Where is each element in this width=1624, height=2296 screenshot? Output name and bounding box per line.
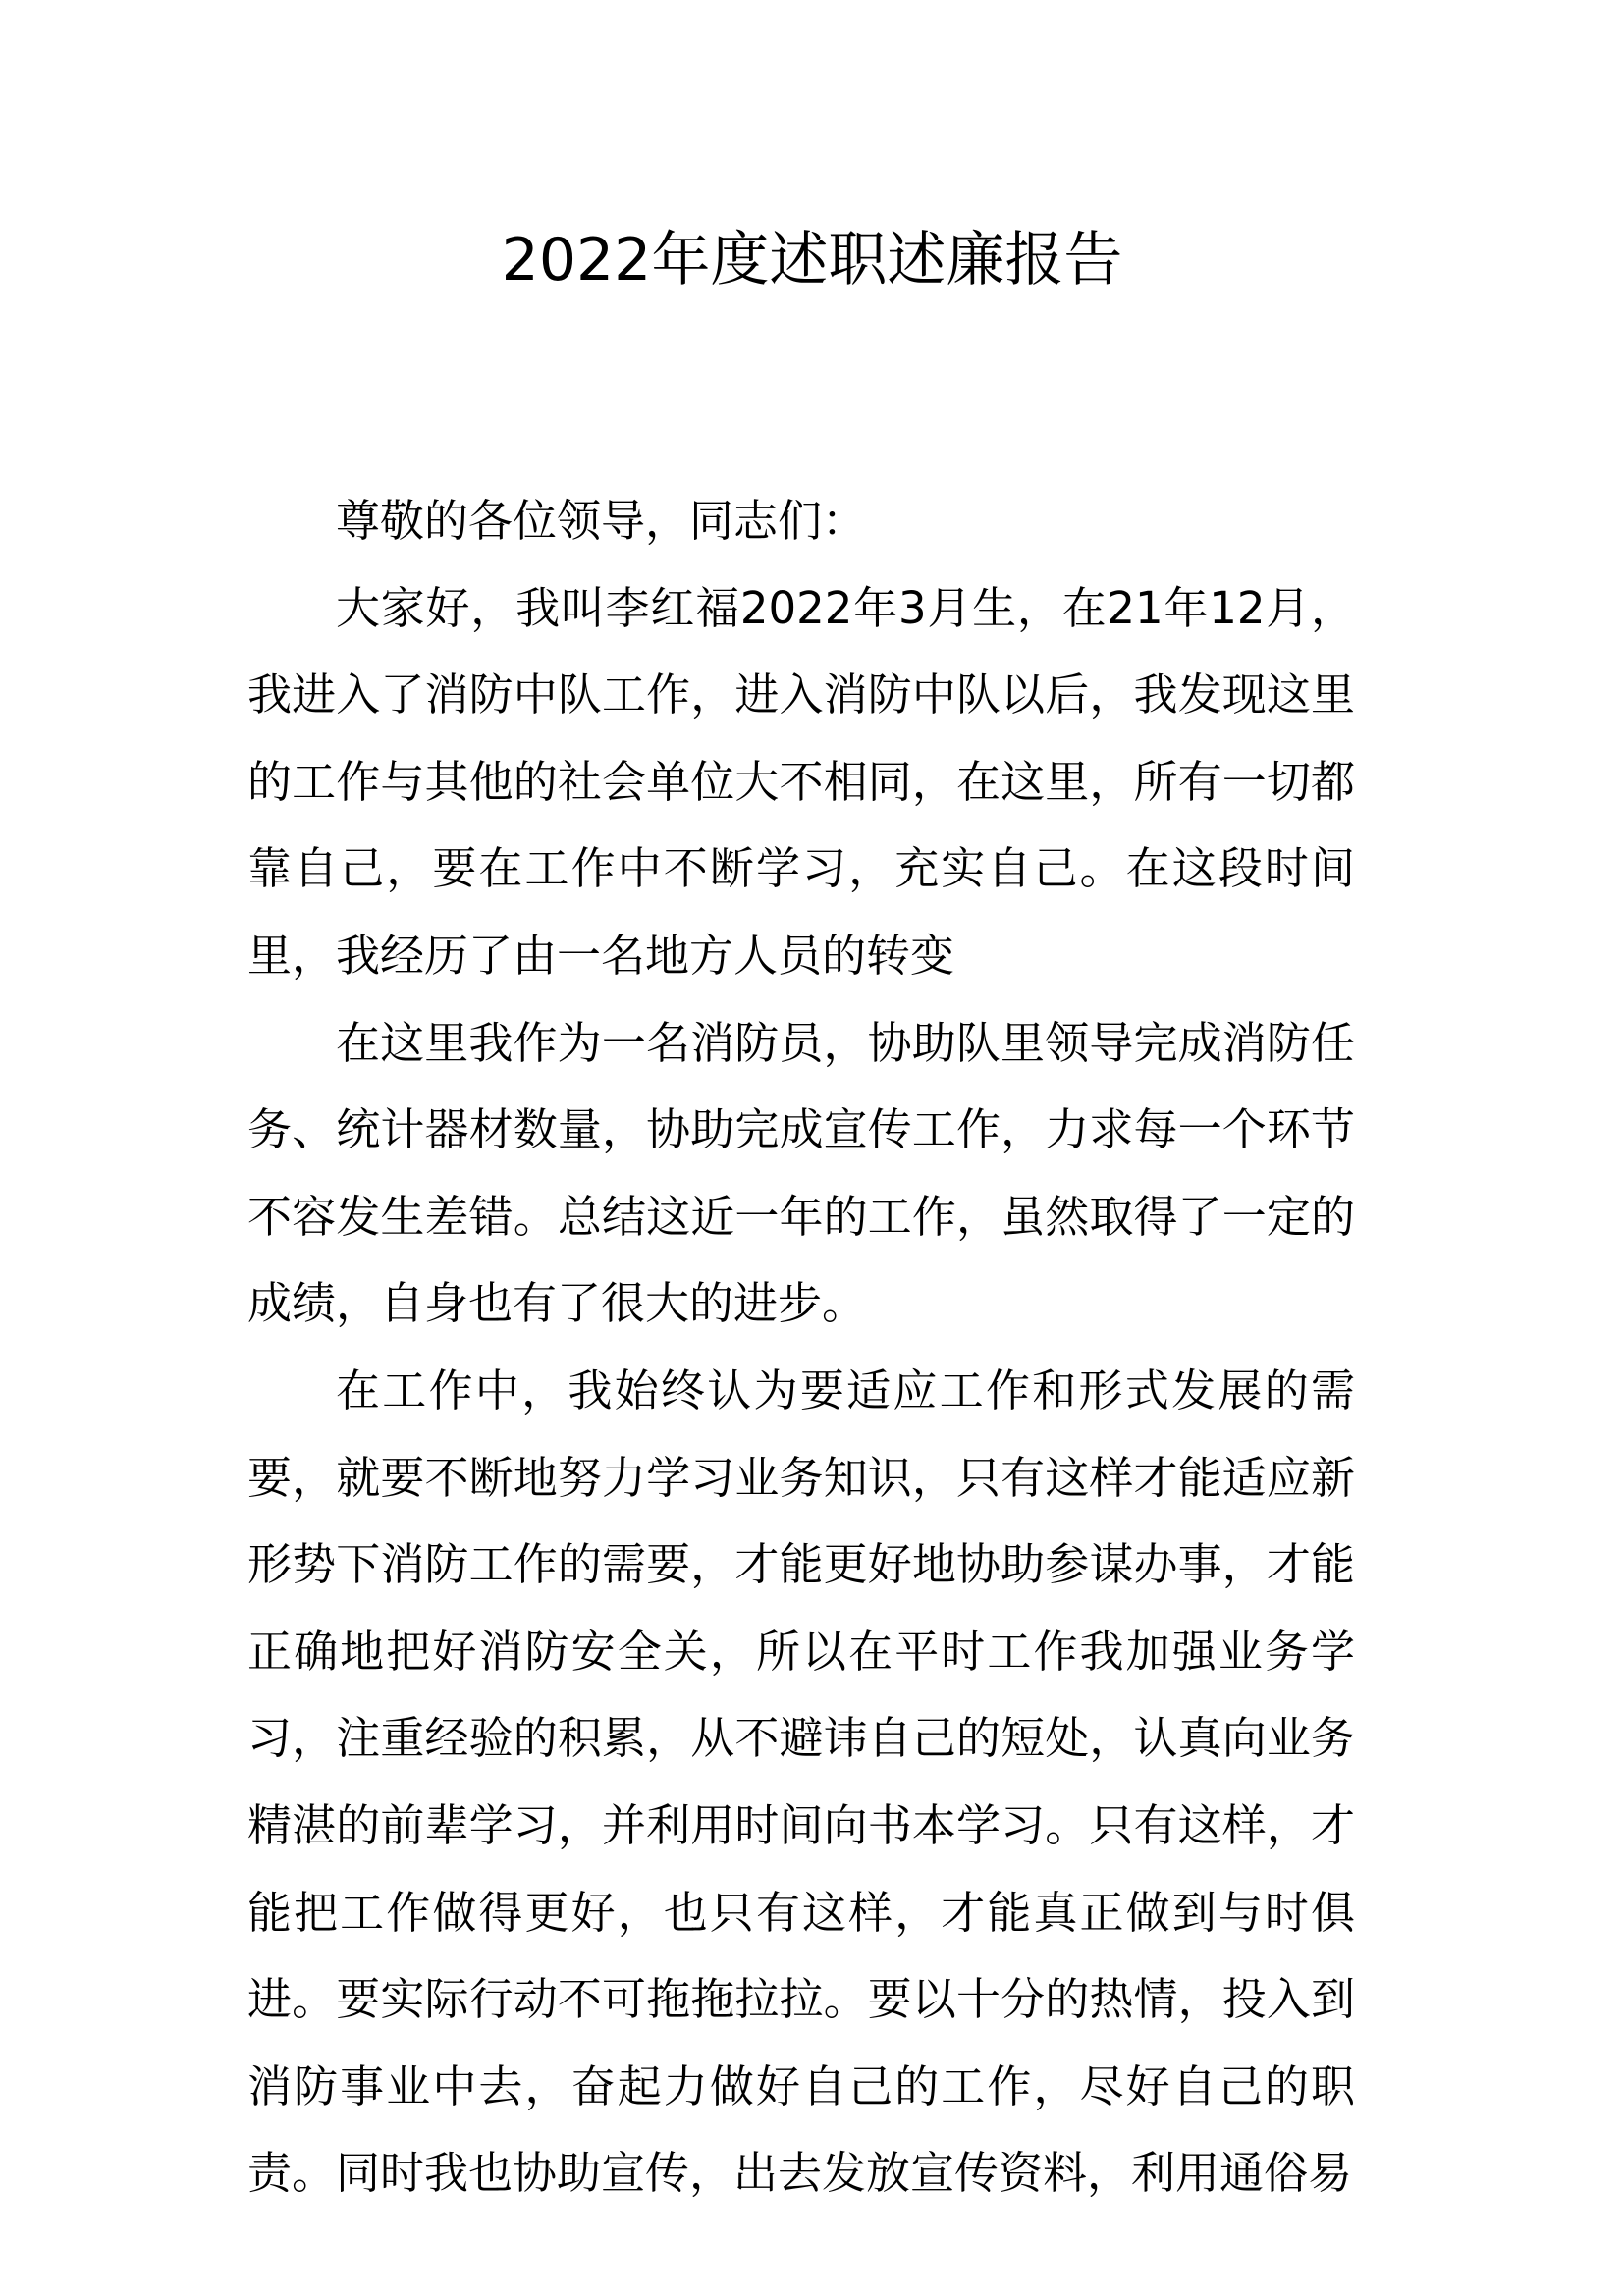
document-body bbox=[247, 478, 1355, 2217]
document-title: 2022年度述职述廉报告 bbox=[501, 226, 1123, 294]
body-paragraph-2: 在这里我作为一名消防员，协助队里领导完成消防任务、统计器材数量，协助完成宣传工作，力求每一个环节不容发生差错。总结这近一年的工作，虽然取得了一定的成绩，自身也有了很大的进步。 bbox=[247, 1016, 1355, 1330]
body-paragraph-1: 大家好，我叫李红福2022年3月生，在21年12月，我进入了消防中队工作，进入消防中队以后，我发现这里的工作与其他的社会单位大不相同，在这里，所有一切都靠自己，要在工作中不断学习，充实自己。在这段时间里，我经历了由一名地方人员的转变 bbox=[247, 581, 1355, 982]
body-paragraph-3: 在工作中，我始终认为要适应工作和形式发展的需要，就要不断地努力学习业务知识，只有这样才能适应新形势下消防工作的需要，才能更好地协助参谋办事，才能正确地把好消防安全关，所以在平时工作我加强业务学习，注重经验的积累，从不避讳自己的短处，认真向业务精湛的前辈学习，并利用时间向书本学习。只有这样，才能把工作做得更好，也只有这样，才能真正做到与时俱进。要实际行动不可拖拖拉拉。要以十分的热情，投入到消防事业中去，奋起力做好自己的工作，尽好自己的职责。同时我也协助宣传，出去发放宣传资料，利用通俗易 bbox=[247, 1363, 1355, 2200]
greeting-paragraph: 尊敬的各位领导，同志们： bbox=[336, 495, 867, 547]
